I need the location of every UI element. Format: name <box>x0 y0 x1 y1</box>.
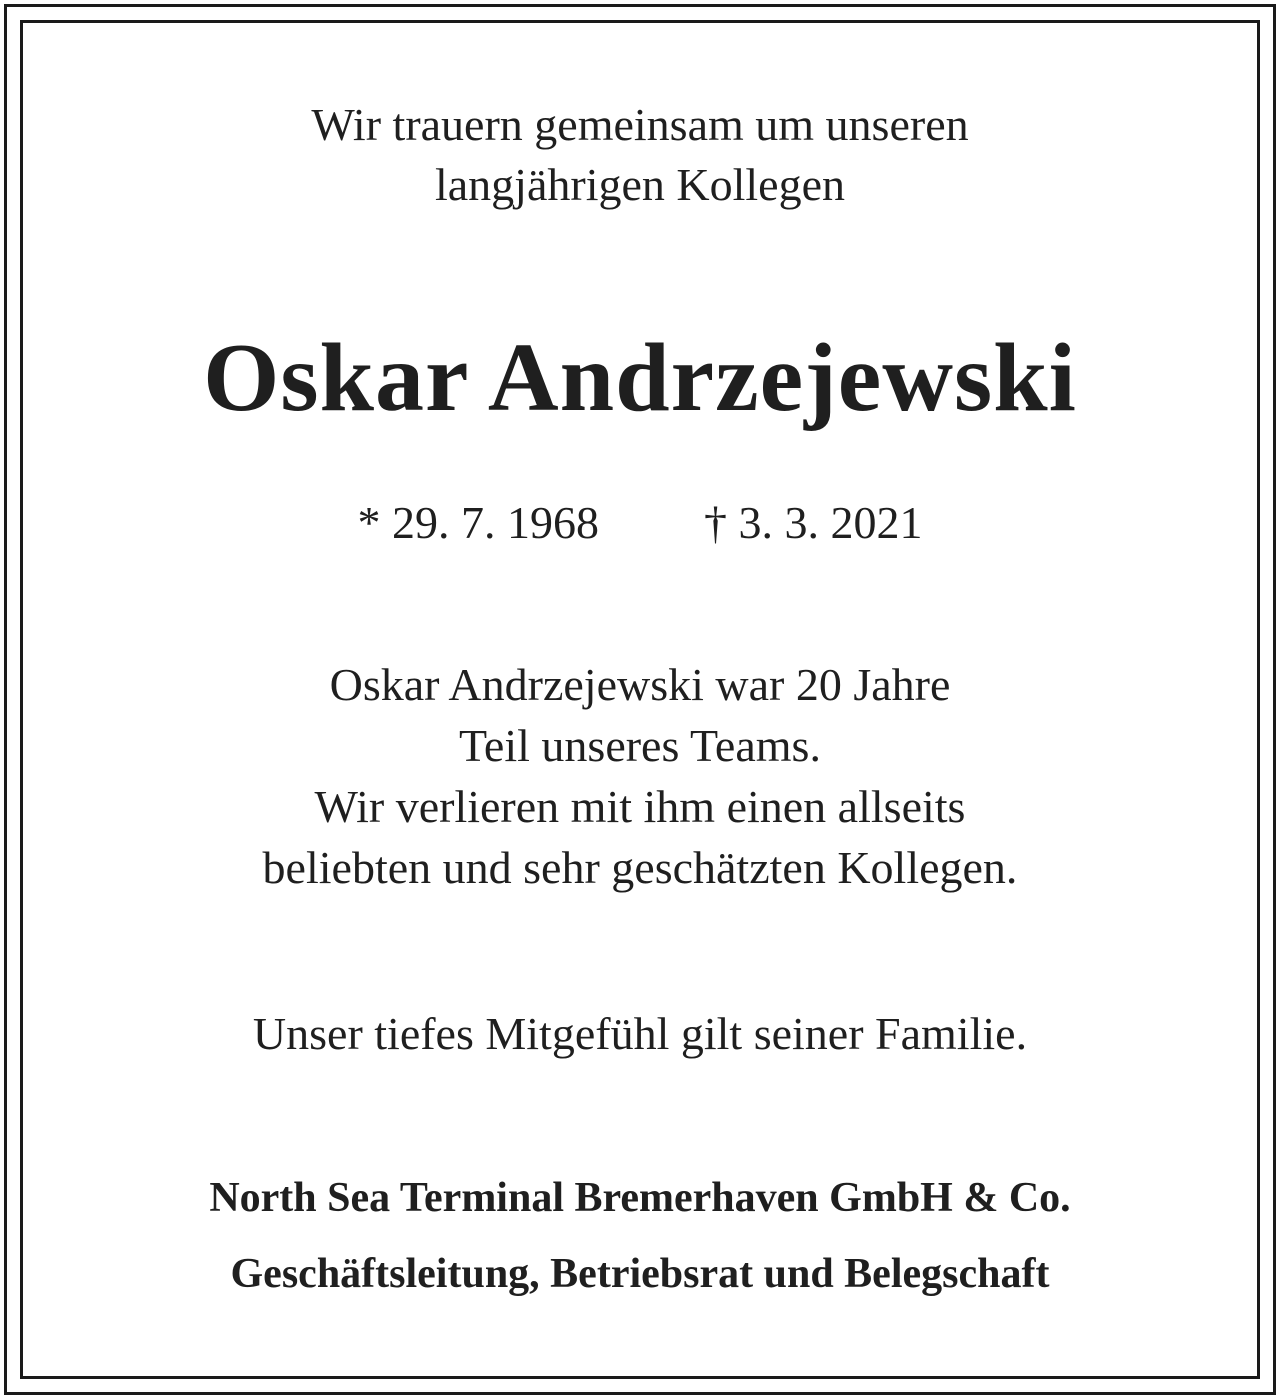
sender-groups: Geschäftsleitung, Betriebsrat und Belegschaft <box>230 1251 1050 1297</box>
intro-line-1: Wir trauern gemeinsam um unseren <box>311 99 969 150</box>
company-name: North Sea Terminal Bremerhaven GmbH & Co. <box>209 1175 1071 1221</box>
message-line-2: Teil unseres Teams. <box>459 720 821 771</box>
death-date: † 3. 3. 2021 <box>704 497 923 548</box>
deceased-name: Oskar Andrzejewski <box>203 324 1077 432</box>
life-dates <box>0 494 1280 552</box>
message-line-3: Wir verlieren mit ihm einen allseits <box>314 781 966 832</box>
intro-line-2: langjährigen Kollegen <box>434 159 846 210</box>
message-line-1: Oskar Andrzejewski war 20 Jahre <box>329 659 951 710</box>
birth-date: * 29. 7. 1968 <box>357 497 599 548</box>
message-line-4: beliebten und sehr geschätzten Kollegen. <box>262 842 1018 893</box>
sympathy-line: Unser tiefes Mitgefühl gilt seiner Familie. <box>252 1008 1028 1059</box>
